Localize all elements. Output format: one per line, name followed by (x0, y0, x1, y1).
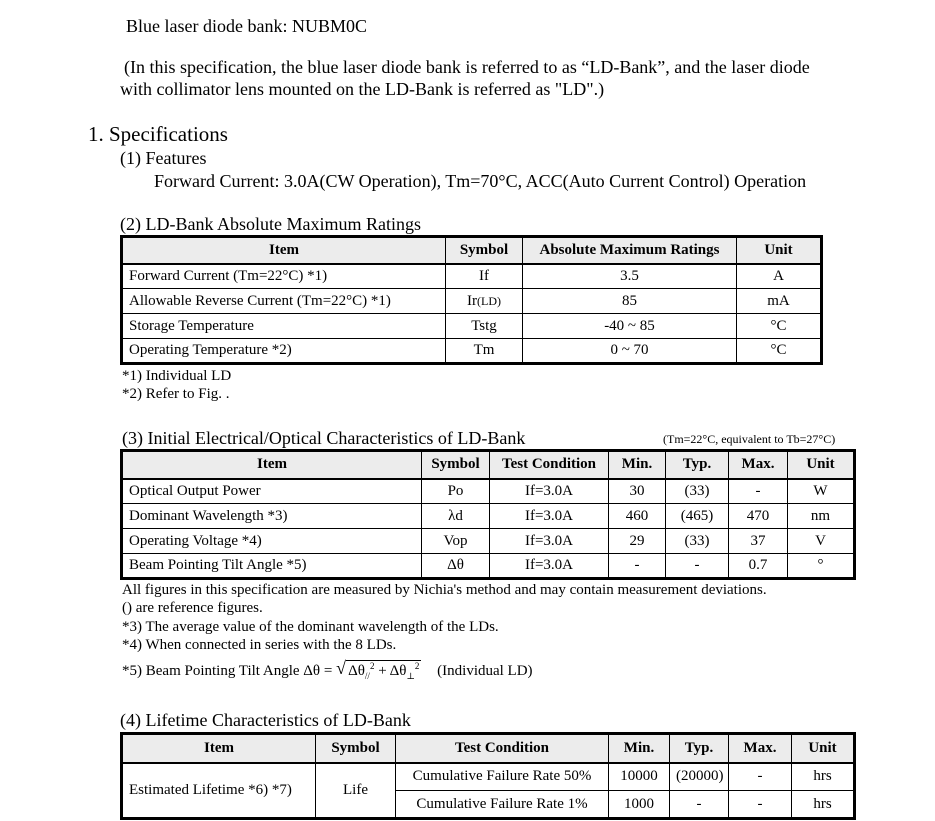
cell-unit: mA (737, 289, 822, 314)
col-header-ratings: Absolute Maximum Ratings (523, 237, 737, 264)
table-row (122, 554, 855, 579)
cell-min: - (609, 554, 666, 579)
cell-item: Dominant Wavelength *3) (122, 504, 422, 529)
cell-max: 37 (729, 529, 788, 554)
term-2-sub: ⊥ (406, 671, 415, 681)
cell-unit: ° (788, 554, 855, 579)
cell-unit: hrs (792, 791, 855, 819)
cell-unit: V (788, 529, 855, 554)
cell-item: Storage Temperature (122, 314, 446, 339)
initial-note-1: All figures in this specification are measured by Nichia's method and may contain measurement deviations. (122, 582, 767, 598)
cell-unit: W (788, 479, 855, 504)
cell-value: 0 ~ 70 (523, 339, 737, 364)
abs-max-title: (2) LD-Bank Absolute Maximum Ratings (120, 214, 421, 234)
table-row (122, 504, 855, 529)
table-row (122, 339, 822, 364)
cell-item: Estimated Lifetime *6) *7) (122, 763, 316, 819)
cell-item: Operating Voltage *4) (122, 529, 422, 554)
cell-unit: A (737, 264, 822, 289)
cell-symbol: Δθ (422, 554, 490, 579)
abs-max-note-2: *2) Refer to Fig. . (122, 386, 230, 402)
table-row (122, 763, 855, 791)
initial-note-5 (122, 660, 533, 682)
term-1-sq: 2 (369, 661, 375, 671)
cell-unit: nm (788, 504, 855, 529)
cell-min: 1000 (609, 791, 670, 819)
col-header-unit: Unit (792, 734, 855, 763)
cell-symbol: Vop (422, 529, 490, 554)
cell-typ: (33) (666, 479, 729, 504)
table-row (122, 264, 822, 289)
cell-value: -40 ~ 85 (523, 314, 737, 339)
col-header-typ: Typ. (666, 451, 729, 479)
cell-symbol: Tm (446, 339, 523, 364)
table-row (122, 529, 855, 554)
term-2-sq: 2 (414, 661, 420, 671)
col-header-max: Max. (729, 734, 792, 763)
cell-condition: If=3.0A (490, 529, 609, 554)
col-header-unit: Unit (737, 237, 822, 264)
abs-max-note-1: *1) Individual LD (122, 368, 232, 384)
initial-title: (3) Initial Electrical/Optical Characteristics of LD-Bank (122, 428, 526, 448)
cell-value: 3.5 (523, 264, 737, 289)
cell-typ: - (670, 791, 729, 819)
cell-value: 85 (523, 289, 737, 314)
cell-item: Forward Current (Tm=22°C) *1) (122, 264, 446, 289)
cell-max: - (729, 479, 788, 504)
section-title: 1. Specifications (88, 122, 228, 146)
radical-icon: √ (336, 658, 346, 678)
col-header-test-condition: Test Condition (396, 734, 609, 763)
col-header-min: Min. (609, 734, 670, 763)
col-header-test-condition: Test Condition (490, 451, 609, 479)
radicand (346, 660, 421, 682)
table-header-row (122, 734, 855, 763)
col-header-item: Item (122, 451, 422, 479)
cell-min: 10000 (609, 763, 670, 791)
initial-note-2: () are reference figures. (122, 600, 263, 616)
col-header-symbol: Symbol (316, 734, 396, 763)
features-title: (1) Features (120, 148, 207, 168)
cell-min: 30 (609, 479, 666, 504)
col-header-symbol: Symbol (446, 237, 523, 264)
note5-label: *5) Beam Pointing Tilt Angle (122, 663, 300, 679)
cell-symbol: Po (422, 479, 490, 504)
plus-sign: + (378, 663, 387, 679)
col-header-unit: Unit (788, 451, 855, 479)
intro-line-1: (In this specification, the blue laser diode bank is referred to as “LD-Bank”, and the laser diode (124, 57, 810, 77)
cell-symbol: λd (422, 504, 490, 529)
cell-max: - (729, 763, 792, 791)
cell-condition: If=3.0A (490, 479, 609, 504)
col-header-min: Min. (609, 451, 666, 479)
col-header-typ: Typ. (670, 734, 729, 763)
cell-unit: °C (737, 339, 822, 364)
cell-condition: Cumulative Failure Rate 1% (396, 791, 609, 819)
product-title: Blue laser diode bank: NUBM0C (126, 16, 367, 36)
table-row (122, 314, 822, 339)
note5-lhs: Δθ = (303, 663, 333, 679)
cell-typ: (33) (666, 529, 729, 554)
cell-max: 470 (729, 504, 788, 529)
cell-typ: - (666, 554, 729, 579)
table-header-row (122, 237, 822, 264)
cell-max: - (729, 791, 792, 819)
table-row (122, 289, 822, 314)
symbol-subscript: (LD) (477, 293, 501, 308)
cell-condition: Cumulative Failure Rate 50% (396, 763, 609, 791)
table-row (122, 479, 855, 504)
sqrt-formula (336, 660, 421, 682)
term-1-sub: // (364, 671, 370, 681)
cell-item: Optical Output Power (122, 479, 422, 504)
col-header-symbol: Symbol (422, 451, 490, 479)
initial-condition: (Tm=22°C, equivalent to Tb=27°C) (663, 432, 836, 446)
note5-suffix: (Individual LD) (437, 663, 533, 679)
col-header-item: Item (122, 734, 316, 763)
cell-symbol: Tstg (446, 314, 523, 339)
intro-line-2: with collimator lens mounted on the LD-Bank is referred as "LD".) (120, 79, 605, 99)
cell-symbol: Life (316, 763, 396, 819)
cell-max: 0.7 (729, 554, 788, 579)
cell-symbol: If (446, 264, 523, 289)
cell-condition: If=3.0A (490, 504, 609, 529)
col-header-max: Max. (729, 451, 788, 479)
cell-item: Allowable Reverse Current (Tm=22°C) *1) (122, 289, 446, 314)
cell-item: Operating Temperature *2) (122, 339, 446, 364)
cell-condition: If=3.0A (490, 554, 609, 579)
initial-table (120, 449, 856, 580)
cell-typ: (465) (666, 504, 729, 529)
cell-min: 460 (609, 504, 666, 529)
cell-min: 29 (609, 529, 666, 554)
lifetime-table (120, 732, 856, 820)
cell-typ: (20000) (670, 763, 729, 791)
term-1: Δθ (348, 663, 365, 679)
cell-symbol (446, 289, 523, 314)
features-text: Forward Current: 3.0A(CW Operation), Tm=70°C, ACC(Auto Current Control) Operation (154, 171, 807, 191)
term-2: Δθ (389, 663, 407, 679)
abs-max-table (120, 235, 823, 365)
cell-item: Beam Pointing Tilt Angle *5) (122, 554, 422, 579)
table-header-row (122, 451, 855, 479)
cell-unit: hrs (792, 763, 855, 791)
initial-note-4: *4) When connected in series with the 8 LDs. (122, 637, 397, 653)
initial-note-3: *3) The average value of the dominant wavelength of the LDs. (122, 619, 499, 635)
cell-unit: °C (737, 314, 822, 339)
symbol-main: Ir (467, 292, 477, 309)
lifetime-title: (4) Lifetime Characteristics of LD-Bank (120, 710, 411, 730)
col-header-item: Item (122, 237, 446, 264)
